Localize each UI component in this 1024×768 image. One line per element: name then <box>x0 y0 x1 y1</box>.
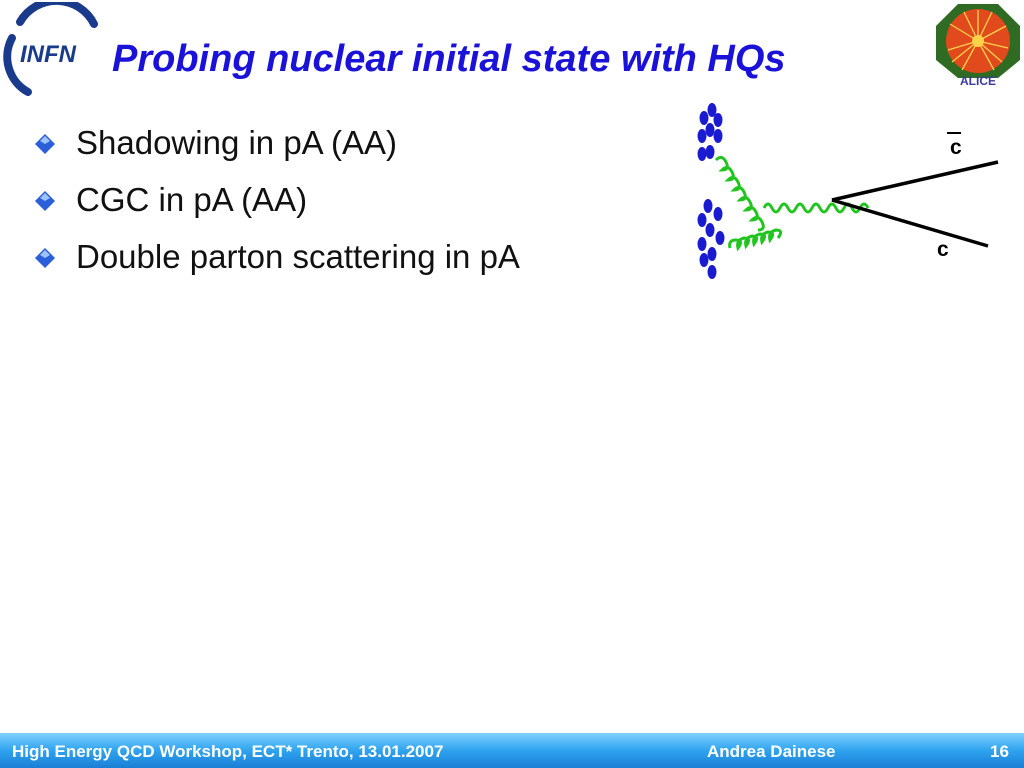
quark-line-top <box>832 162 998 200</box>
diamond-bullet-icon <box>34 190 56 212</box>
diamond-bullet-icon <box>34 133 56 155</box>
footer-bar <box>0 733 1024 768</box>
bullet-label: Double parton scattering in pA <box>76 238 520 275</box>
footer-author: Andrea Dainese <box>707 742 836 761</box>
bullet-item-shadowing <box>34 118 520 175</box>
bullet-item-double-parton <box>34 232 520 289</box>
nucleon-cluster-top <box>698 103 723 161</box>
quark-label-top: c <box>950 136 962 159</box>
nucleon-cluster-bottom <box>698 199 725 279</box>
page-title: Probing nuclear initial state with HQs <box>112 38 786 80</box>
alice-logo-text: ALICE <box>960 74 996 88</box>
bullet-label: Shadowing in pA (AA) <box>76 124 398 161</box>
bullet-list <box>34 118 520 289</box>
infn-logo-text: INFN <box>20 41 76 68</box>
infn-logo <box>2 2 102 98</box>
quark-label-bottom: c <box>937 238 949 261</box>
page-number: 16 <box>990 742 1009 761</box>
bullet-item-cgc <box>34 175 520 232</box>
feynman-diagram <box>690 96 1010 296</box>
diamond-bullet-icon <box>34 247 56 269</box>
quark-line-bottom <box>832 200 988 246</box>
bullet-label: CGC in pA (AA) <box>76 181 308 218</box>
alice-logo <box>932 0 1024 88</box>
footer-event: High Energy QCD Workshop, ECT* Trento, 13.01.2007 <box>12 742 444 761</box>
